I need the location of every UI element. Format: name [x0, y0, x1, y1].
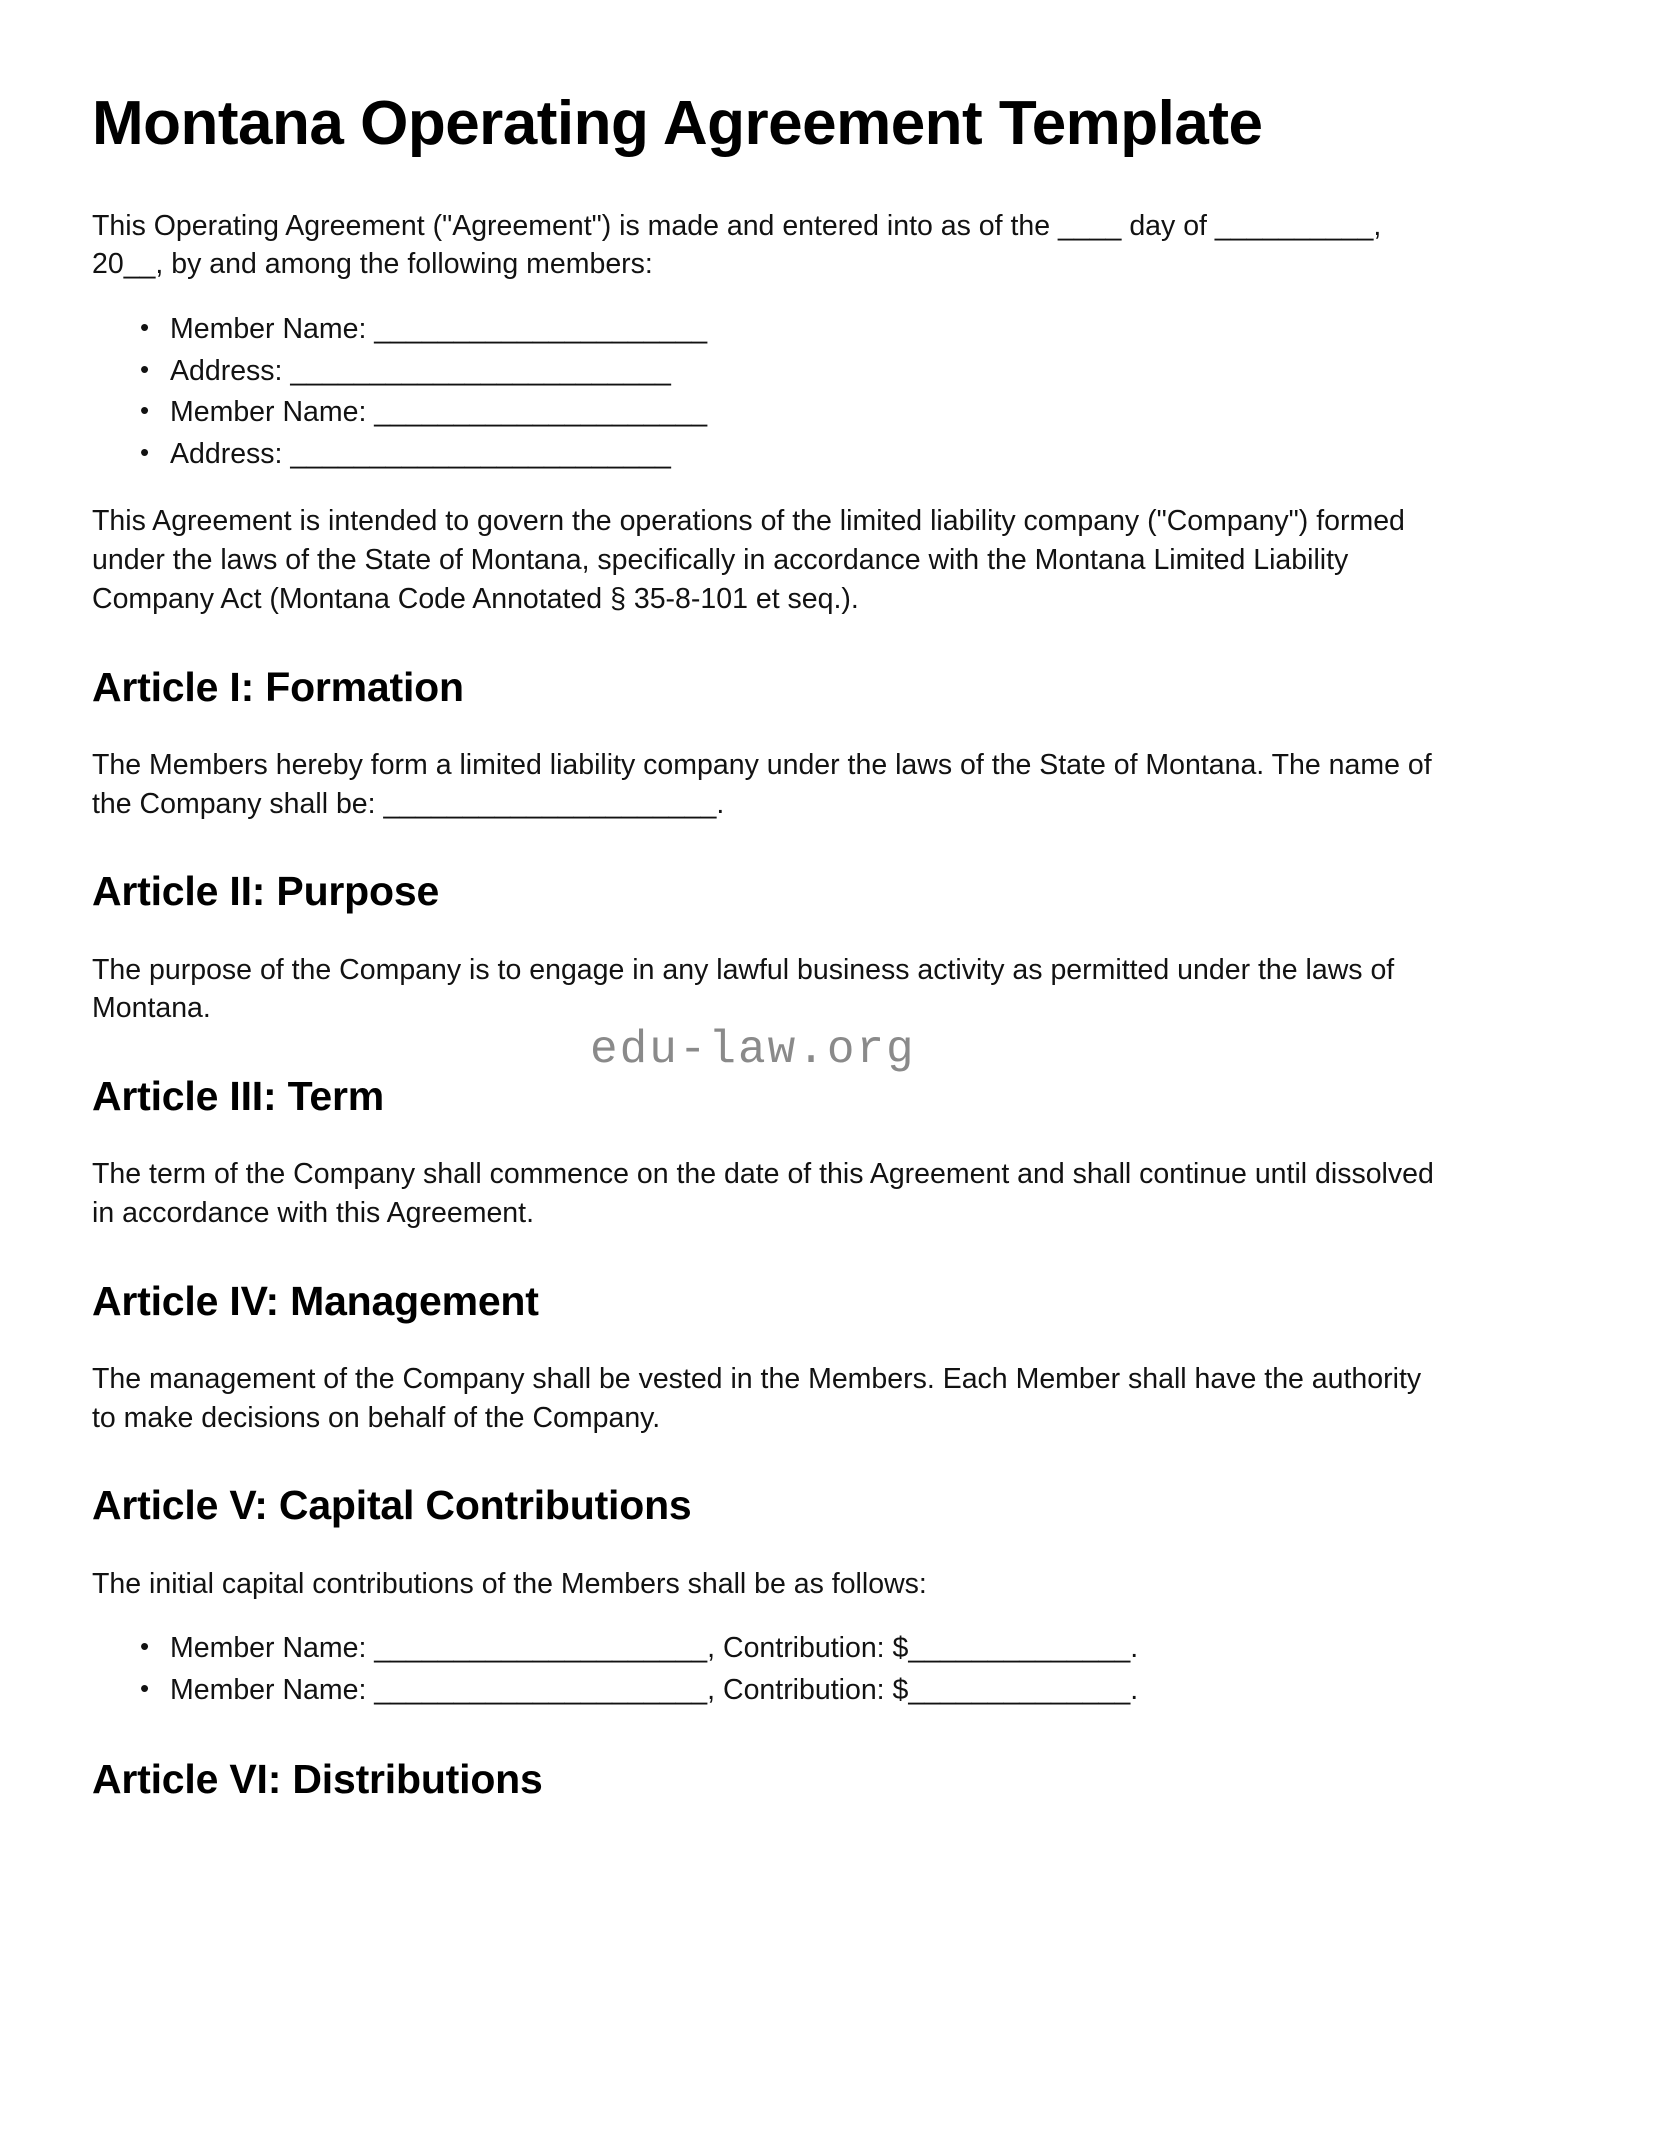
document-body — [92, 88, 1512, 1804]
article-body-i: The Members hereby form a limited liability company under the laws of the State of Montana. The name of the Company shall be: _____________________. — [92, 748, 1432, 820]
capital-contributions-list — [92, 1629, 1512, 1710]
article-heading-ii: Article II: Purpose — [92, 868, 440, 915]
article-heading-vi: Article VI: Distributions — [92, 1755, 543, 1802]
article-heading-iii: Article III: Term — [92, 1073, 385, 1120]
article-body-iv: The management of the Company shall be vested in the Members. Each Member shall have the authority to make decisions on behalf of the Company. — [92, 1362, 1422, 1434]
list-item: • Member Name: _____________________ — [170, 393, 1512, 433]
article-heading-v: Article V: Capital Contributions — [92, 1482, 692, 1529]
article-body-iii: The term of the Company shall commence on the date of this Agreement and shall continue until dissolved in accordance with this Agreement. — [92, 1158, 1434, 1230]
article-heading-i: Article I: Formation — [92, 663, 464, 710]
article-body-v: The initial capital contributions of the Members shall be as follows: — [92, 1567, 927, 1600]
page-title: Montana Operating Agreement Template — [92, 89, 1263, 158]
watermark-text: edu-law.org — [590, 1024, 916, 1076]
governing-law-paragraph: This Agreement is intended to govern the operations of the limited liability company ("Company") formed under the laws of the State of Montana, specifically in accordance with the Montana Limited Liability Company Act (Montana Code Annotated § 35-8-101 et seq.). — [92, 505, 1405, 615]
intro-paragraph: This Operating Agreement ("Agreement") is made and entered into as of the ____ day of __________, 20__, by and among the following members: — [92, 209, 1382, 281]
list-item: • Member Name: _____________________, Contribution: $______________. — [170, 1671, 1512, 1711]
list-item: • Address: ________________________ — [170, 435, 1512, 475]
list-item: • Member Name: _____________________, Contribution: $______________. — [170, 1629, 1512, 1669]
members-list — [92, 310, 1512, 474]
article-body-ii: The purpose of the Company is to engage in any lawful business activity as permitted under the laws of Montana. — [92, 953, 1395, 1025]
article-heading-iv: Article IV: Management — [92, 1277, 539, 1324]
list-item: • Address: ________________________ — [170, 352, 1512, 392]
list-item: • Member Name: _____________________ — [170, 310, 1512, 350]
